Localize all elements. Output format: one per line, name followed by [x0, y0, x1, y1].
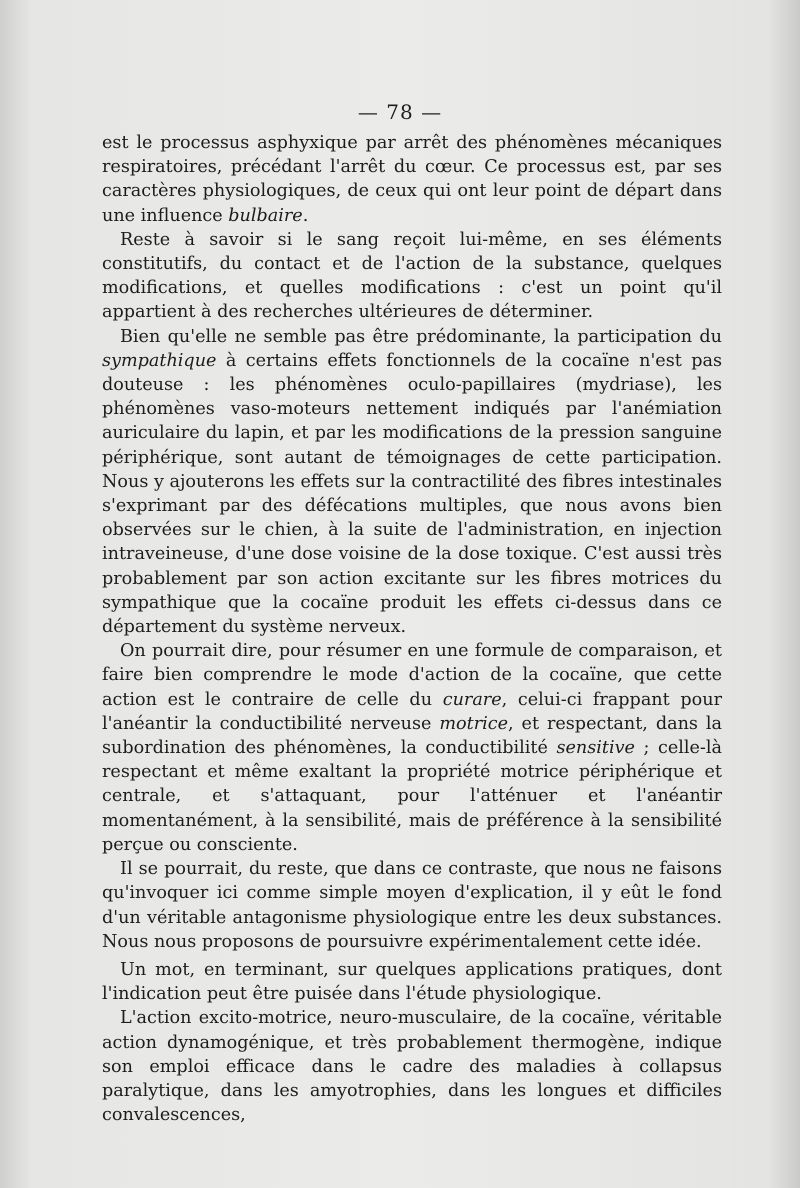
text-segment: Un mot, en terminant, sur quelques applications pratiques, dont l'indication peut être puisée dans l'étude physiologique. — [102, 960, 722, 1005]
text-segment: On pourrait dire, pour résumer en une formule de comparaison, et faire bien comprendre le mode d'action de la cocaïne, que cette action est le contraire de celle du — [102, 641, 722, 710]
text-segment: , et respectant, dans la subordination des phénomènes, la conductibilité — [102, 713, 723, 759]
paragraph-p3 — [102, 325, 722, 640]
text-segment: Bien qu'elle ne semble pas être prédominante, la participation du — [120, 326, 722, 347]
text-segment: est le processus asphyxique par arrêt des phénomènes mécaniques respiratoires, précédant l'arrêt du cœur. Ce processus est, par ses caractères physiologiques, de ceux qui ont leur point de départ dans une influence — [102, 133, 722, 226]
paragraph-p1 — [102, 131, 722, 228]
body-text-upper — [102, 131, 722, 954]
text-segment: Reste à savoir si le sang reçoit lui-même, en ses éléments constitutifs, du contact et de l'action de la substance, quelques modifications, et quelles modifications : c'est un point qu'il appartient à des recherches ultérieures de déterminer. — [102, 229, 722, 323]
italic-term: curare — [442, 689, 502, 710]
text-segment: , celui-ci frappant pour l'anéantir la conductibilité nerveuse — [102, 689, 722, 734]
paragraph-p5 — [102, 857, 722, 954]
italic-term: sympathique — [102, 350, 217, 371]
italic-term: sensitive — [556, 738, 635, 759]
italic-term: bulbaire — [228, 205, 303, 226]
text-segment: à certains effets fonctionnels de la cocaïne n'est pas douteuse : les phénomènes oculo-papillaires (mydriase), les phénomènes vaso-moteurs nettement indiqués par l'anémiation auriculaire du lapin, et par les modifications de la pression sanguine périphérique, sont autant de témoignages de cette participation. Nous y ajouterons les effets sur la contractilité des fibres intestinales s'exprimant par des défécations multiples, que nous avons bien observées sur le chien, à la suite de l'administration, en injection intraveineuse, d'une dose voisine de la dose toxique. C'est aussi très probablement par son action excitante sur les fibres motrices du sympathique que la cocaïne produit les effets ci-dessus dans ce département du système nerveux. — [102, 350, 722, 638]
paragraph-p4 — [102, 639, 722, 857]
paragraph-p6 — [102, 958, 722, 1006]
text-segment: ; celle-là respectant et même exaltant la propriété motrice périphérique et centrale, et s'attaquant, pour l'atténuer et l'anéantir momentanément, à la sensibilité, mais de préférence à la sensibilité perçue ou consciente. — [102, 738, 722, 855]
body-text-lower — [102, 958, 722, 1127]
text-segment: . — [302, 205, 309, 226]
text-segment: Il se pourrait, du reste, que dans ce contraste, que nous ne faisons qu'invoquer ici comme simple moyen d'explication, il y eût le fond d'un véritable antagonisme physiologique entre les deux substances. Nous nous proposons de poursuivre expérimentalement cette idée. — [102, 859, 722, 952]
italic-term: motrice — [439, 713, 508, 734]
text-segment: L'action excito-motrice, neuro-musculaire, de la cocaïne, véritable action dynamogénique, et très probablement thermogène, indique son emploi efficace dans le cadre des maladies à collapsus paralytique, dans les amyotrophies, dans les longues et difficiles convalescences, — [102, 1008, 722, 1126]
paragraph-p2 — [102, 228, 722, 325]
page-number: — 78 — — [357, 100, 443, 124]
paragraph-p7 — [102, 1006, 722, 1127]
